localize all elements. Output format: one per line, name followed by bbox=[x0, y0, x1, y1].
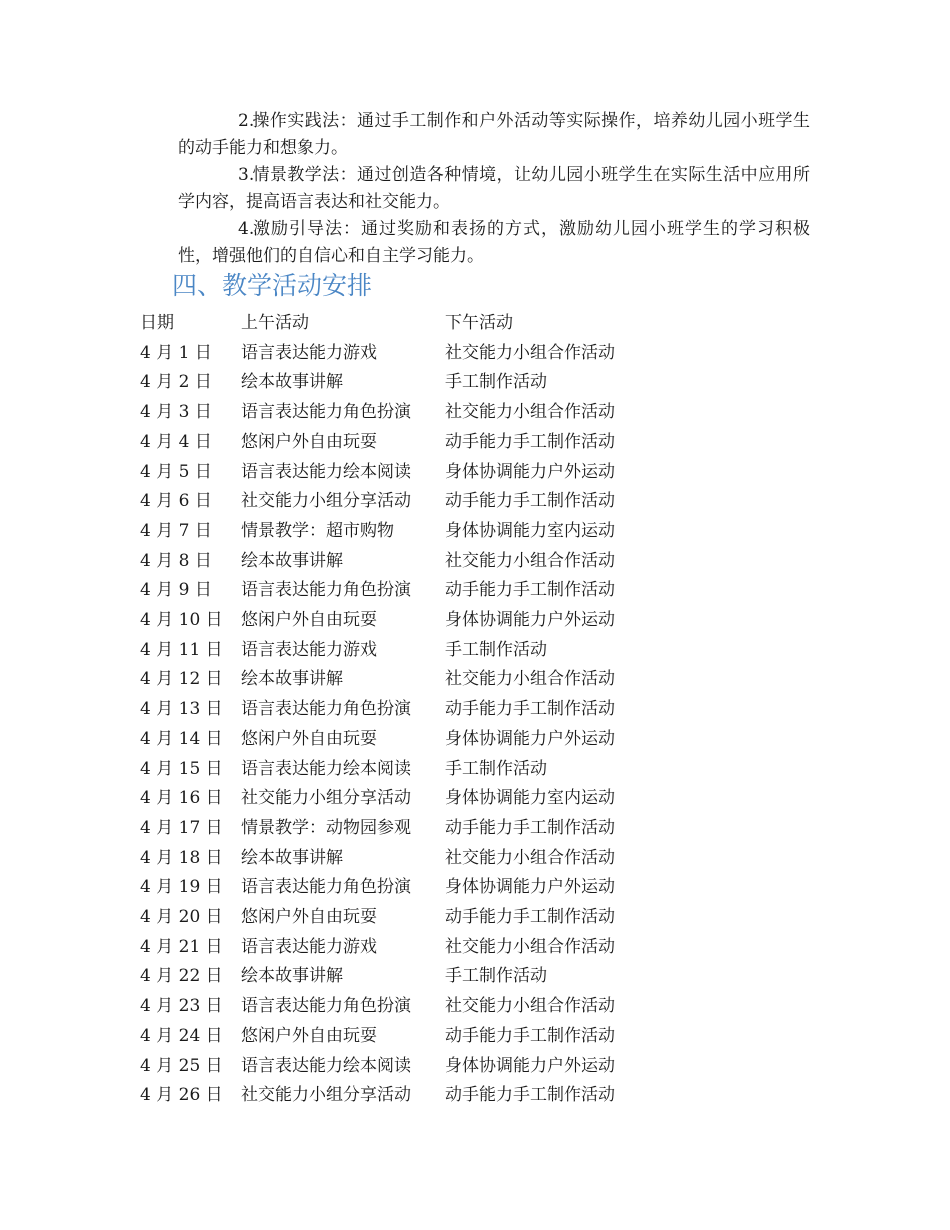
table-row bbox=[140, 398, 645, 428]
cell-afternoon: 社交能力小组合作活动 bbox=[445, 996, 615, 1017]
cell-afternoon: 动手能力手工制作活动 bbox=[445, 1085, 615, 1106]
cell-morning: 语言表达能力游戏 bbox=[241, 936, 377, 957]
cell-date: 4 月 14 日 bbox=[140, 728, 223, 749]
cell-date: 4 月 25 日 bbox=[140, 1055, 223, 1076]
table-row bbox=[140, 725, 645, 755]
table-row bbox=[140, 844, 645, 874]
cell-date: 4 月 19 日 bbox=[140, 877, 223, 898]
table-row bbox=[140, 962, 645, 992]
cell-morning: 悠闲户外自由玩耍 bbox=[241, 1025, 377, 1046]
cell-date: 4 月 22 日 bbox=[140, 966, 223, 987]
cell-afternoon: 动手能力手工制作活动 bbox=[445, 699, 615, 720]
cell-afternoon: 动手能力手工制作活动 bbox=[445, 907, 615, 928]
cell-date: 4 月 21 日 bbox=[140, 936, 223, 957]
cell-afternoon: 身体协调能力室内运动 bbox=[445, 788, 615, 809]
table-row bbox=[140, 873, 645, 903]
cell-afternoon: 身体协调能力户外运动 bbox=[445, 1055, 615, 1076]
table-row bbox=[140, 428, 645, 458]
cell-morning: 社交能力小组分享活动 bbox=[241, 788, 411, 809]
cell-date: 4 月 5 日 bbox=[140, 461, 212, 482]
cell-morning: 悠闲户外自由玩耍 bbox=[241, 610, 377, 631]
table-row bbox=[140, 933, 645, 963]
cell-afternoon: 社交能力小组合作活动 bbox=[445, 550, 615, 571]
table-row bbox=[140, 368, 645, 398]
teaching-methods-list bbox=[178, 108, 810, 270]
section-heading: 四、教学活动安排 bbox=[172, 271, 373, 300]
table-header-row bbox=[140, 309, 645, 339]
method-text: 操作实践法：通过手工制作和户外活动等实际操作，培养幼儿园小班学生的动手能力和想象力。 bbox=[178, 111, 810, 158]
cell-afternoon: 身体协调能力户外运动 bbox=[445, 461, 615, 482]
cell-morning: 语言表达能力游戏 bbox=[241, 639, 377, 660]
cell-afternoon: 手工制作活动 bbox=[445, 639, 547, 660]
cell-date: 4 月 2 日 bbox=[140, 372, 212, 393]
method-text: 情景教学法：通过创造各种情境，让幼儿园小班学生在实际生活中应用所学内容，提高语言表达和社交能力。 bbox=[178, 165, 810, 212]
table-body bbox=[140, 339, 645, 1111]
header-afternoon: 下午活动 bbox=[445, 313, 513, 333]
cell-date: 4 月 15 日 bbox=[140, 758, 223, 779]
cell-date: 4 月 7 日 bbox=[140, 520, 212, 541]
cell-date: 4 月 13 日 bbox=[140, 699, 223, 720]
cell-afternoon: 动手能力手工制作活动 bbox=[445, 1025, 615, 1046]
cell-morning: 语言表达能力角色扮演 bbox=[241, 402, 411, 423]
cell-morning: 悠闲户外自由玩耍 bbox=[241, 728, 377, 749]
cell-morning: 语言表达能力绘本阅读 bbox=[241, 1055, 411, 1076]
method-text: 激励引导法：通过奖励和表扬的方式，激励幼儿园小班学生的学习积极性，增强他们的自信心和自主学习能力。 bbox=[178, 219, 810, 266]
table-row bbox=[140, 339, 645, 369]
cell-morning: 语言表达能力绘本阅读 bbox=[241, 758, 411, 779]
cell-morning: 语言表达能力角色扮演 bbox=[241, 877, 411, 898]
cell-morning: 悠闲户外自由玩耍 bbox=[241, 907, 377, 928]
cell-morning: 绘本故事讲解 bbox=[241, 669, 343, 690]
cell-afternoon: 社交能力小组合作活动 bbox=[445, 402, 615, 423]
cell-afternoon: 手工制作活动 bbox=[445, 758, 547, 779]
cell-morning: 语言表达能力游戏 bbox=[241, 342, 377, 363]
table-row bbox=[140, 992, 645, 1022]
cell-morning: 语言表达能力绘本阅读 bbox=[241, 461, 411, 482]
table-row bbox=[140, 903, 645, 933]
cell-afternoon: 动手能力手工制作活动 bbox=[445, 431, 615, 452]
method-number: 4. bbox=[238, 219, 255, 239]
cell-morning: 绘本故事讲解 bbox=[241, 372, 343, 393]
table-row bbox=[140, 576, 645, 606]
cell-morning: 绘本故事讲解 bbox=[241, 550, 343, 571]
table-row bbox=[140, 695, 645, 725]
cell-date: 4 月 4 日 bbox=[140, 431, 212, 452]
cell-morning: 社交能力小组分享活动 bbox=[241, 491, 411, 512]
method-item-4 bbox=[178, 216, 810, 270]
cell-date: 4 月 20 日 bbox=[140, 907, 223, 928]
cell-date: 4 月 1 日 bbox=[140, 342, 212, 363]
table-row bbox=[140, 814, 645, 844]
cell-afternoon: 身体协调能力室内运动 bbox=[445, 520, 615, 541]
cell-afternoon: 身体协调能力户外运动 bbox=[445, 728, 615, 749]
table-row bbox=[140, 606, 645, 636]
header-morning: 上午活动 bbox=[241, 313, 309, 333]
table-row bbox=[140, 784, 645, 814]
cell-afternoon: 动手能力手工制作活动 bbox=[445, 491, 615, 512]
header-date: 日期 bbox=[140, 313, 174, 333]
cell-date: 4 月 26 日 bbox=[140, 1085, 223, 1106]
method-item-3 bbox=[178, 162, 810, 216]
table-row bbox=[140, 1081, 645, 1111]
cell-date: 4 月 3 日 bbox=[140, 402, 212, 423]
cell-morning: 语言表达能力角色扮演 bbox=[241, 699, 411, 720]
table-row bbox=[140, 636, 645, 666]
cell-date: 4 月 9 日 bbox=[140, 580, 212, 601]
cell-afternoon: 社交能力小组合作活动 bbox=[445, 342, 615, 363]
cell-afternoon: 社交能力小组合作活动 bbox=[445, 669, 615, 690]
cell-date: 4 月 18 日 bbox=[140, 847, 223, 868]
cell-morning: 情景教学：动物园参观 bbox=[241, 817, 411, 838]
cell-afternoon: 手工制作活动 bbox=[445, 372, 547, 393]
cell-date: 4 月 16 日 bbox=[140, 788, 223, 809]
cell-morning: 绘本故事讲解 bbox=[241, 966, 343, 987]
table-row bbox=[140, 517, 645, 547]
table-row bbox=[140, 1052, 645, 1082]
cell-afternoon: 社交能力小组合作活动 bbox=[445, 936, 615, 957]
cell-date: 4 月 10 日 bbox=[140, 610, 223, 631]
cell-date: 4 月 12 日 bbox=[140, 669, 223, 690]
cell-afternoon: 身体协调能力户外运动 bbox=[445, 877, 615, 898]
table-row bbox=[140, 665, 645, 695]
table-row bbox=[140, 487, 645, 517]
cell-morning: 社交能力小组分享活动 bbox=[241, 1085, 411, 1106]
cell-morning: 情景教学：超市购物 bbox=[241, 520, 394, 541]
cell-date: 4 月 17 日 bbox=[140, 817, 223, 838]
table-row bbox=[140, 1022, 645, 1052]
cell-morning: 绘本故事讲解 bbox=[241, 847, 343, 868]
activity-schedule-table bbox=[140, 309, 645, 1111]
cell-morning: 语言表达能力角色扮演 bbox=[241, 996, 411, 1017]
cell-date: 4 月 8 日 bbox=[140, 550, 212, 571]
method-number: 3. bbox=[238, 165, 255, 185]
cell-date: 4 月 24 日 bbox=[140, 1025, 223, 1046]
method-item-2 bbox=[178, 108, 810, 162]
cell-morning: 语言表达能力角色扮演 bbox=[241, 580, 411, 601]
table-row bbox=[140, 755, 645, 785]
method-number: 2. bbox=[238, 111, 255, 131]
table-row bbox=[140, 547, 645, 577]
cell-afternoon: 社交能力小组合作活动 bbox=[445, 847, 615, 868]
cell-date: 4 月 11 日 bbox=[140, 639, 223, 660]
cell-afternoon: 动手能力手工制作活动 bbox=[445, 817, 615, 838]
table-row bbox=[140, 458, 645, 488]
cell-afternoon: 手工制作活动 bbox=[445, 966, 547, 987]
cell-afternoon: 动手能力手工制作活动 bbox=[445, 580, 615, 601]
cell-afternoon: 身体协调能力户外运动 bbox=[445, 610, 615, 631]
cell-date: 4 月 6 日 bbox=[140, 491, 212, 512]
cell-date: 4 月 23 日 bbox=[140, 996, 223, 1017]
cell-morning: 悠闲户外自由玩耍 bbox=[241, 431, 377, 452]
